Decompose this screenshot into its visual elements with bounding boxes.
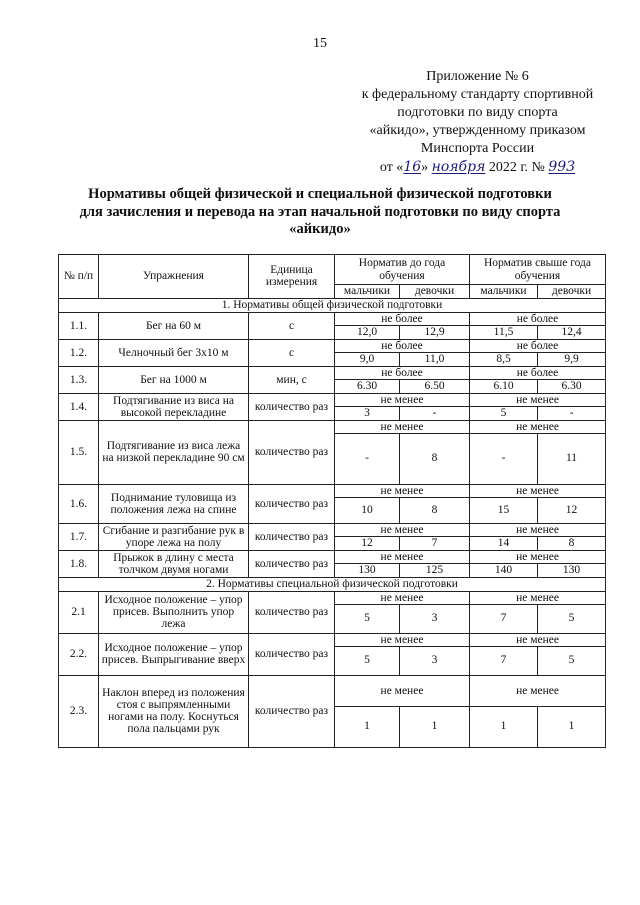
row-qualifier: не менее [335,420,470,433]
row-number: 2.2. [59,633,99,675]
table-header-row [59,255,606,285]
row-exercise: Поднимание туловища из положения лежа на спине [99,484,249,523]
value-girls-over: 12 [538,497,606,523]
table-row [59,420,606,433]
row-qualifier: не более [335,339,470,352]
header-norm-over-year: Норматив свыше года обучения [470,255,606,285]
table-row [59,591,606,604]
section-row [59,577,606,591]
value-girls-until: 12,9 [400,325,470,339]
value-girls-over: 130 [538,563,606,577]
row-unit: с [249,312,335,339]
table-row [59,393,606,406]
table-row [59,523,606,536]
order-number-handwritten: 993 [548,159,576,175]
row-qualifier: не менее [470,420,606,433]
table-row [59,366,606,379]
value-boys-over: 7 [470,646,538,675]
value-boys-until: 130 [335,563,400,577]
value-boys-over: 7 [470,604,538,633]
section-row [59,298,606,312]
value-girls-over: - [538,406,606,420]
row-qualifier: не менее [470,550,606,563]
value-girls-until: 7 [400,536,470,550]
value-boys-over: 140 [470,563,538,577]
order-date-line [340,158,615,177]
row-qualifier: не более [470,339,606,352]
value-boys-over: 15 [470,497,538,523]
row-exercise: Подтягивание из виса на высокой перекладине [99,393,249,420]
header-boys: мальчики [335,285,400,299]
row-unit: количество раз [249,591,335,633]
value-girls-over: 12,4 [538,325,606,339]
section-title: 2. Нормативы специальной физической подготовки [59,577,606,591]
value-boys-until: 1 [335,706,400,747]
row-unit: количество раз [249,675,335,747]
table-row [59,675,606,706]
value-boys-until: 12,0 [335,325,400,339]
appendix-title: Приложение № 6 [426,69,529,84]
row-number: 2.1 [59,591,99,633]
row-qualifier: не менее [470,633,606,646]
row-qualifier: не менее [470,393,606,406]
value-boys-until: 5 [335,604,400,633]
row-number: 1.8. [59,550,99,577]
value-boys-over: 8,5 [470,352,538,366]
table-row [59,339,606,352]
value-girls-over: 8 [538,536,606,550]
appendix-line: к федеральному стандарту спортивной [361,87,594,102]
row-qualifier: не менее [470,591,606,604]
row-exercise: Челночный бег 3x10 м [99,339,249,366]
value-boys-over: 11,5 [470,325,538,339]
table-row [59,633,606,646]
value-girls-until: 8 [400,497,470,523]
row-unit: количество раз [249,550,335,577]
row-exercise: Бег на 60 м [99,312,249,339]
title-line: «айкидо» [289,221,351,237]
header-girls: девочки [538,285,606,299]
value-girls-over: 5 [538,604,606,633]
value-girls-over: 5 [538,646,606,675]
row-unit: количество раз [249,420,335,484]
row-unit: количество раз [249,484,335,523]
row-number: 1.3. [59,366,99,393]
row-number: 1.7. [59,523,99,550]
row-number: 2.3. [59,675,99,747]
value-boys-until: 3 [335,406,400,420]
header-boys: мальчики [470,285,538,299]
row-exercise: Подтягивание из виса лежа на низкой перекладине 90 см [99,420,249,484]
appendix-line: «айкидо», утвержденному приказом [369,123,586,138]
row-exercise: Исходное положение – упор присев. Выполнить упор лежа [99,591,249,633]
section-title: 1. Нормативы общей физической подготовки [59,298,606,312]
header-exercise: Упражнения [99,255,249,299]
row-number: 1.2. [59,339,99,366]
value-boys-until: 10 [335,497,400,523]
row-unit: количество раз [249,633,335,675]
page-number: 15 [313,36,327,51]
appendix-line: подготовки по виду спорта [397,105,558,120]
table-row [59,484,606,497]
value-girls-over: 9,9 [538,352,606,366]
row-qualifier: не менее [470,484,606,497]
row-qualifier: не более [335,312,470,325]
value-boys-until: - [335,433,400,484]
value-boys-over: 14 [470,536,538,550]
row-unit: количество раз [249,393,335,420]
row-exercise: Наклон вперед из положения стоя с выпрямленными ногами на полу. Коснуться пола пальцами рук [99,675,249,747]
value-girls-until: 3 [400,604,470,633]
row-qualifier: не менее [335,523,470,536]
title-line: Нормативы общей физической и специальной физической подготовки [88,186,552,202]
row-qualifier: не более [335,366,470,379]
appendix-line: Минспорта России [420,141,535,156]
value-boys-until: 5 [335,646,400,675]
row-qualifier: не менее [470,675,606,706]
value-girls-until: 11,0 [400,352,470,366]
row-qualifier: не менее [335,550,470,563]
row-exercise: Бег на 1000 м [99,366,249,393]
value-girls-over: 1 [538,706,606,747]
header-unit: Единица измерения [249,255,335,299]
value-boys-until: 6.30 [335,379,400,393]
table-row [59,312,606,325]
value-boys-over: 6.10 [470,379,538,393]
row-qualifier: не менее [335,591,470,604]
row-number: 1.5. [59,420,99,484]
row-unit: количество раз [249,523,335,550]
value-boys-until: 12 [335,536,400,550]
row-qualifier: не менее [335,484,470,497]
row-qualifier: не менее [335,633,470,646]
value-boys-over: 5 [470,406,538,420]
row-number: 1.1. [59,312,99,339]
row-qualifier: не менее [335,675,470,706]
value-boys-over: 1 [470,706,538,747]
header-girls: девочки [400,285,470,299]
date-prefix: от « [379,160,404,175]
date-day-handwritten: 16 [403,159,422,175]
value-girls-until: 125 [400,563,470,577]
date-month-handwritten: ноября [431,159,486,175]
value-boys-over: - [470,433,538,484]
value-girls-until: 3 [400,646,470,675]
row-unit: мин, с [249,366,335,393]
row-exercise: Сгибание и разгибание рук в упоре лежа на полу [99,523,249,550]
value-girls-until: - [400,406,470,420]
date-sep: » [421,160,429,175]
value-girls-until: 8 [400,433,470,484]
row-exercise: Прыжок в длину с места толчком двумя ногами [99,550,249,577]
row-qualifier: не менее [335,393,470,406]
value-girls-until: 1 [400,706,470,747]
date-year: 2022 г. № [488,160,545,175]
value-girls-until: 6.50 [400,379,470,393]
title-line: для зачисления и перевода на этап начальной подготовки по виду спорта [79,203,561,220]
row-exercise: Исходное положение – упор присев. Выпрыгивание вверх [99,633,249,675]
table-row [59,550,606,563]
value-girls-over: 11 [538,433,606,484]
row-qualifier: не более [470,366,606,379]
value-boys-until: 9,0 [335,352,400,366]
row-number: 1.6. [59,484,99,523]
row-qualifier: не менее [470,523,606,536]
row-number: 1.4. [59,393,99,420]
norms-table [58,254,606,748]
document-title [60,186,580,239]
header-norm-until-year: Норматив до года обучения [335,255,470,285]
appendix-block [340,68,615,177]
table-body [59,298,606,747]
row-qualifier: не более [470,312,606,325]
value-girls-over: 6.30 [538,379,606,393]
header-num: № п/п [59,255,99,299]
row-unit: с [249,339,335,366]
